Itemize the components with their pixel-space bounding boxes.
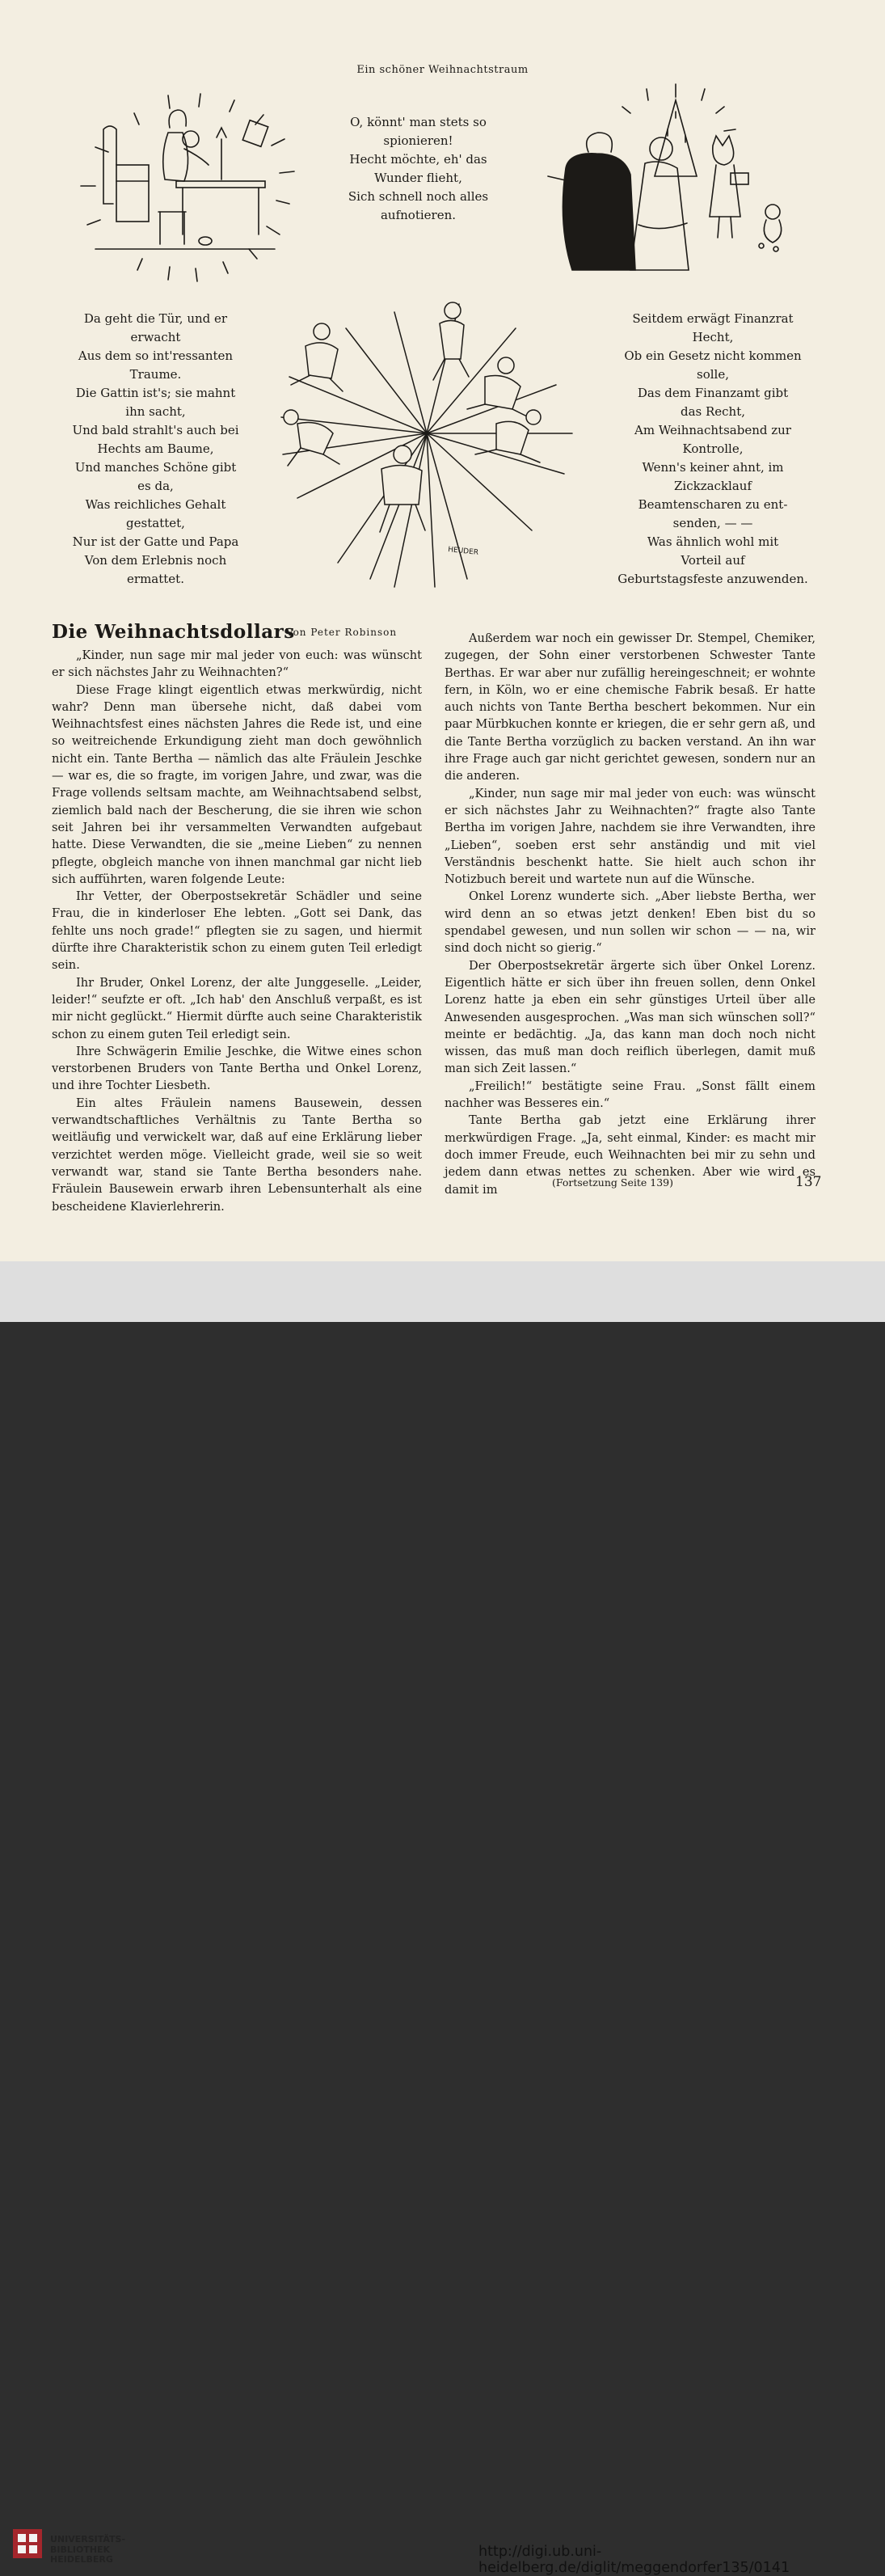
poem-line: Hecht, (692, 330, 734, 344)
page-number: 137 (795, 1174, 822, 1190)
page-header-title: Ein schöner Weihnachtstraum (356, 64, 529, 76)
poem-line: ihn sacht, (125, 404, 186, 419)
article-paragraph: Ein altes Fräulein namens Bausewein, dessen verwandtschaftliches Verhältnis zu Tante Bertha so weitläufig und verwickelt war, daß auf eine Erklärung lieber verzichtet werden möge. Vielleicht grade, weil sie so weit verwandt war, stand sie Tante Bertha besonders nahe. Fräulein Bausewein erwarb ihren Lebensunterhalt als eine bescheidene Klavierlehrerin. (52, 1096, 422, 1214)
article-paragraph: Onkel Lorenz wunderte sich. „Aber liebste Bertha, wer wird denn an so etwas jetzt denken! Eben bist du so spendabel gewesen, und nun sollen wir schon — — na, wir sind doch nicht so gierig.“ (445, 889, 815, 956)
poem-line: spionieren! (383, 133, 453, 148)
article-paragraph: Der Oberpostsekretär ärgerte sich über Onkel Lorenz. Eigentlich hätte er sich über ihn freuen sollen, denn Onkel Lorenz hatte ja eben ein sehr günstiges Urteil über alle Anwesenden ausgesprochen. „Was man sich wünschen soll?“ meinte er bedächtig. „Ja, das kann man doch noch nicht wissen, das muß man doch reiflich überlegen, damit muß man sich Zeit lassen.“ (445, 958, 815, 1076)
poem-line: Aus dem so int'ressanten (78, 348, 234, 363)
source-url-link[interactable]: http://digi.ub.uni-heidelberg.de/diglit/meggendorfer135/0141 (478, 2544, 790, 2576)
library-name (50, 2535, 125, 2565)
poem-line: das Recht, (680, 404, 746, 419)
poem-line: Was reichliches Gehalt (85, 497, 226, 512)
poem-line: solle, (697, 367, 729, 382)
poem-line: Ob ein Gesetz nicht kommen (624, 348, 802, 363)
article-paragraph: „Freilich!“ bestätigte seine Frau. „Sonst fällt einem nachher was Besseres ein.“ (445, 1079, 815, 1111)
poem-line: gestattet, (126, 516, 185, 530)
poem-line: Das dem Finanzamt gibt (637, 386, 789, 400)
poem-line: Nur ist der Gatte und Papa (72, 534, 239, 549)
poem-line: Wenn's keiner ahnt, im (642, 460, 784, 475)
poem-top-center (323, 113, 513, 225)
article-left-column (52, 647, 422, 1215)
illustration-man-writing (63, 91, 315, 285)
poem-line: Seitdem erwägt Finanzrat (632, 311, 794, 326)
viewer-footer (0, 1261, 885, 2576)
article-right-column (445, 630, 815, 1198)
poem-line: Hechts am Baume, (97, 441, 214, 456)
poem-middle-left (57, 310, 255, 589)
poem-line: Und manches Schöne gibt (74, 460, 237, 475)
article-title: Die Weihnachtsdollars (52, 621, 295, 643)
poem-line: Wunder flieht, (374, 171, 462, 185)
poem-line: ermattet. (127, 572, 184, 586)
article-paragraph: Ihr Vetter, der Oberpostsekretär Schädler und seine Frau, die in kinderloser Ehe lebten. „Gott sei Dank, das fehlte uns noch grade!“ pflegten sie zu sagen, und hiermit dürfte ihre Charakteristik schon zu einem guten Teil erledigt sein. (52, 889, 422, 973)
poem-line: Und bald strahlt's auch bei (72, 423, 239, 437)
poem-line: Sich schnell noch alles (348, 189, 489, 204)
article-paragraph: Ihr Bruder, Onkel Lorenz, der alte Junggeselle. „Leider, leider!“ seufzte er oft. „Ich hab' den Anschluß verpaßt, es ist mir nicht geglückt.“ Hiermit dürfte auch seine Charakteristik schon zu einem guten Teil erledigt sein. (52, 975, 422, 1041)
university-logo-icon (11, 2527, 44, 2563)
continuation-note: (Fortsetzung Seite 139) (552, 1176, 673, 1189)
poem-line: Von dem Erlebnis noch (84, 553, 227, 568)
illustration-running-officials (273, 296, 580, 595)
poem-line: erwacht (130, 330, 181, 344)
article-paragraph: „Kinder, nun sage mir mal jeder von euch: was wünscht er sich nächstes Jahr zu Weihnachten?“ (52, 648, 422, 680)
article-paragraph: Außerdem war noch ein gewisser Dr. Stempel, Chemiker, zugegen, der Sohn einer verstorbenen Schwester Tante Berthas. Er war aber nur zufällig hereingeschneit; er wohnte fern, in Köln, wo er eine chemische Fabrik besaß. Er hatte auch nichts von Tante Bertha beschert bekommen. Nur ein paar Mürbkuchen konnte er kriegen, die er sehr gern aß, und die Tante Bertha vorzüglich zu backen verstand. An ihn war ihre Frage auch gar nicht gerichtet gewesen, sondern nur an die anderen. (445, 631, 815, 783)
article-paragraph: Diese Frage klingt eigentlich etwas merkwürdig, nicht wahr? Denn man übersehe nicht, daß dabei vom Weihnachtsfest eines nächsten Jahres die Rede ist, und eine so weitreichende Erkundigung zieht man doch gewöhnlich nicht ein. Tante Bertha — nämlich das alte Fräulein Jeschke — war es, die so fragte, im vorigen Jahre, und zwar, was die Frage vollends seltsam machte, am Weihnachtsabend selbst, ziemlich bald nach der Bescherung, die sie ihren wie schon seit Jahren bei ihr versammelten Verwandten aufgebaut hatte. Diese Verwandten, die sie „meine Lieben“ zu nennen pflegte, obgleich manche von ihnen manchmal gar nicht lieb sich aufführten, waren folgende Leute: (52, 682, 422, 886)
poem-line: Beamtenscharen zu ent- (638, 497, 788, 512)
article-paragraph: Tante Bertha gab jetzt eine Erklärung ihrer merkwürdigen Frage. „Ja, seht einmal, Kinder: es macht mir doch immer Freude, euch Weihnachten bei mir zu sehn und jedem dann etwas nettes zu schenken. Aber wie wird es damit im (445, 1113, 815, 1197)
poem-line: Traume. (129, 367, 182, 382)
poem-line: Hecht möchte, eh' das (349, 152, 487, 167)
scanned-page (0, 0, 885, 1261)
poem-line: Die Gattin ist's; sie mahnt (75, 386, 236, 400)
poem-line: senden, — — (672, 516, 753, 530)
poem-line: aufnotieren. (380, 208, 457, 222)
poem-line: Da geht die Tür, und er (83, 311, 228, 326)
library-name-line: HEIDELBERG (50, 2554, 113, 2565)
article-paragraph: „Kinder, nun sage mir mal jeder von euch: was wünscht er sich nächstes Jahr zu Weihnachten?“ fragte also Tante Bertha im vorigen Jahre, nachdem sie ihre Verwandten, ihre „Lieben“, soeben erst sehr anständig und mit viel Verständnis beschenkt hatte. Sie hielt auch schon ihr Notizbuch bereit und wartete nun auf die Wünsche. (445, 786, 815, 887)
poem-line: es da, (137, 479, 174, 493)
poem-line: Zickzacklauf (674, 479, 752, 493)
artist-signature: HEUDER (447, 546, 479, 557)
poem-line: Am Weihnachtsabend zur (634, 423, 791, 437)
article-paragraph: Ihre Schwägerin Emilie Jeschke, die Witwe eines schon verstorbenen Bruders von Tante Bertha und Onkel Lorenz, und ihre Tochter Liesbeth. (52, 1044, 422, 1093)
library-name-line: UNIVERSITÄTS- (50, 2534, 126, 2544)
poem-line: Was ähnlich wohl mit (647, 534, 779, 549)
poem-line: O, könnt' man stets so (350, 115, 487, 129)
article-byline: Von Peter Robinson (286, 627, 398, 638)
poem-middle-right (616, 310, 810, 589)
poem-line: Kontrolle, (682, 441, 744, 456)
illustration-family-tree (533, 79, 808, 291)
library-name-line: BIBLIOTHEK (50, 2544, 111, 2555)
poem-line: Geburtstagsfeste anzuwenden. (617, 572, 808, 586)
poem-line: Vorteil auf (681, 553, 745, 568)
